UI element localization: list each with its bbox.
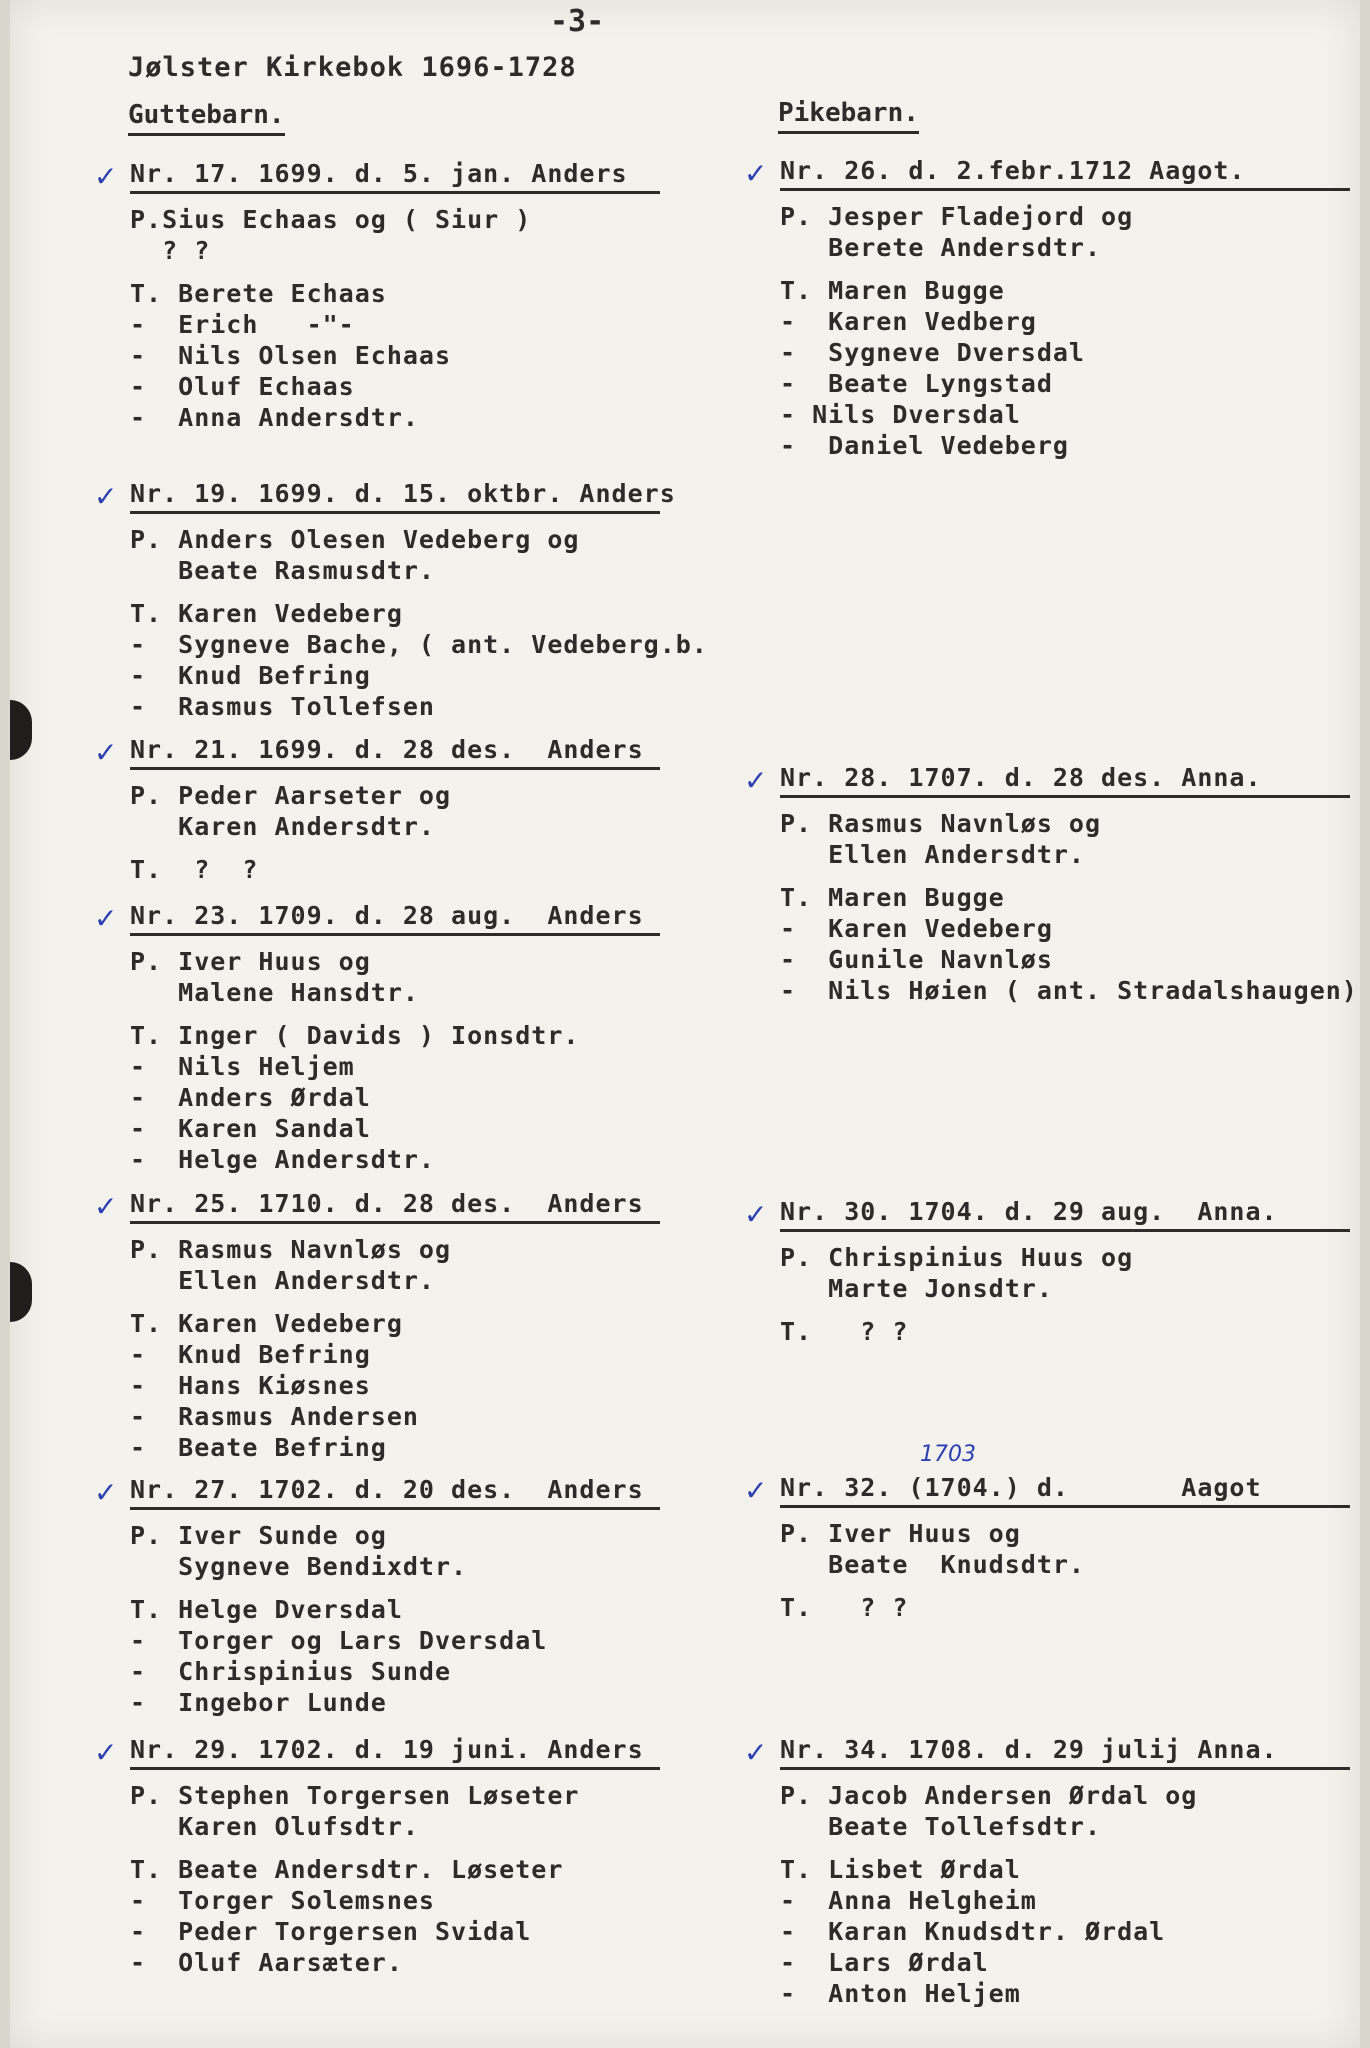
witness-line: T. Karen Vedeberg: [130, 599, 403, 628]
witness-line: - Karen Vedberg: [780, 307, 1037, 336]
check-mark-icon: ✓: [744, 1736, 768, 1769]
right-entry: [780, 1472, 1350, 1623]
parent-line: P. Chrispinius Huus og: [780, 1243, 1134, 1272]
column-heading-boys: Guttebarn.: [128, 100, 285, 136]
witness-line: T. ? ?: [130, 855, 259, 884]
left-entry: [130, 1474, 660, 1718]
witness-line: - Rasmus Tollefsen: [130, 692, 435, 721]
witness-line: - Knud Befring: [130, 1340, 371, 1369]
parent-line: P. Stephen Torgersen Løseter: [130, 1781, 580, 1810]
parent-line: Malene Hansdtr.: [130, 978, 419, 1007]
parent-line: Berete Andersdtr.: [780, 233, 1102, 262]
witness-line: T. Inger ( Davids ) Ionsdtr.: [130, 1021, 580, 1050]
entry-heading: Nr. 32. (1704.) d. Aagot: [780, 1472, 1350, 1508]
parent-line: P. Jesper Fladejord og: [780, 202, 1134, 231]
witness-line: - Nils Dversdal: [780, 400, 1021, 429]
check-mark-icon: ✓: [94, 902, 118, 935]
parent-line: ? ?: [130, 236, 211, 265]
entry-heading: Nr. 28. 1707. d. 28 des. Anna.: [780, 762, 1350, 798]
entry-heading: Nr. 23. 1709. d. 28 aug. Anders: [130, 900, 660, 936]
parent-line: P. Jacob Andersen Ørdal og: [780, 1781, 1198, 1810]
left-entry: [130, 158, 660, 433]
document-title: Jølster Kirkebok 1696-1728: [128, 52, 577, 83]
entry-heading: Nr. 27. 1702. d. 20 des. Anders: [130, 1474, 660, 1510]
entry-heading: Nr. 25. 1710. d. 28 des. Anders: [130, 1188, 660, 1224]
witness-line: T. ? ?: [780, 1593, 909, 1622]
right-entry: [780, 1734, 1350, 2009]
witness-line: - Helge Andersdtr.: [130, 1145, 435, 1174]
witness-line: - Torger Solemsnes: [130, 1886, 435, 1915]
witness-line: T. Maren Bugge: [780, 276, 1005, 305]
check-mark-icon: ✓: [744, 1474, 768, 1507]
parent-line: P. Peder Aarseter og: [130, 781, 452, 810]
witness-line: - Knud Befring: [130, 661, 371, 690]
witness-line: - Peder Torgersen Svidal: [130, 1917, 532, 1946]
witness-line: - Lars Ørdal: [780, 1948, 989, 1977]
witness-line: - Nils Heljem: [130, 1052, 355, 1081]
entry-heading: Nr. 29. 1702. d. 19 juni. Anders: [130, 1734, 660, 1770]
witness-line: T. ? ?: [780, 1317, 909, 1346]
witness-line: - Rasmus Andersen: [130, 1402, 419, 1431]
check-mark-icon: ✓: [94, 1190, 118, 1223]
witness-line: - Hans Kiøsnes: [130, 1371, 371, 1400]
page-number: -3-: [550, 4, 605, 39]
left-entry: [130, 1734, 660, 1978]
parent-line: P.Sius Echaas og ( Siur ): [130, 205, 532, 234]
witness-line: - Nils Olsen Echaas: [130, 341, 452, 370]
parent-line: P. Rasmus Navnløs og: [780, 809, 1102, 838]
left-entry: [130, 478, 708, 722]
check-mark-icon: ✓: [744, 764, 768, 797]
witness-line: T. Helge Dversdal: [130, 1595, 403, 1624]
check-mark-icon: ✓: [94, 160, 118, 193]
check-mark-icon: ✓: [94, 1736, 118, 1769]
parent-line: Karen Olufsdtr.: [130, 1812, 419, 1841]
witness-line: - Anna Helgheim: [780, 1886, 1037, 1915]
parent-line: P. Iver Huus og: [130, 947, 371, 976]
check-mark-icon: ✓: [744, 157, 768, 190]
entry-heading: Nr. 17. 1699. d. 5. jan. Anders: [130, 158, 660, 194]
witness-line: - Erich -"-: [130, 310, 355, 339]
witness-line: - Beate Lyngstad: [780, 369, 1053, 398]
witness-line: - Karen Sandal: [130, 1114, 371, 1143]
document-page: [10, 0, 1360, 2048]
witness-line: - Karen Vedeberg: [780, 914, 1053, 943]
parent-line: P. Iver Sunde og: [130, 1521, 387, 1550]
witness-line: - Gunile Navnløs: [780, 945, 1053, 974]
witness-line: - Oluf Echaas: [130, 372, 355, 401]
witness-line: T. Lisbet Ørdal: [780, 1855, 1021, 1884]
parent-line: P. Iver Huus og: [780, 1519, 1021, 1548]
right-entry: [780, 762, 1358, 1006]
parent-line: Beate Knudsdtr.: [780, 1550, 1085, 1579]
witness-line: - Karan Knudsdtr. Ørdal: [780, 1917, 1166, 1946]
parent-line: Ellen Andersdtr.: [780, 840, 1085, 869]
witness-line: - Anton Heljem: [780, 1979, 1021, 2008]
parent-line: Marte Jonsdtr.: [780, 1274, 1053, 1303]
entry-heading: Nr. 21. 1699. d. 28 des. Anders: [130, 734, 660, 770]
witness-line: - Sygneve Bache, ( ant. Vedeberg.b.: [130, 630, 708, 659]
left-entry: [130, 1188, 660, 1463]
right-entry: [780, 1196, 1350, 1347]
left-entry: [130, 734, 660, 885]
witness-line: T. Maren Bugge: [780, 883, 1005, 912]
witness-line: - Anders Ørdal: [130, 1083, 371, 1112]
witness-line: - Chrispinius Sunde: [130, 1657, 452, 1686]
witness-line: T. Beate Andersdtr. Løseter: [130, 1855, 564, 1884]
entry-heading: Nr. 30. 1704. d. 29 aug. Anna.: [780, 1196, 1350, 1232]
check-mark-icon: ✓: [744, 1198, 768, 1231]
witness-line: T. Berete Echaas: [130, 279, 387, 308]
witness-line: - Torger og Lars Dversdal: [130, 1626, 548, 1655]
parent-line: Beate Rasmusdtr.: [130, 556, 435, 585]
entry-heading: Nr. 34. 1708. d. 29 julij Anna.: [780, 1734, 1350, 1770]
witness-line: - Beate Befring: [130, 1433, 387, 1462]
parent-line: Karen Andersdtr.: [130, 812, 435, 841]
witness-line: - Daniel Vedeberg: [780, 431, 1069, 460]
check-mark-icon: ✓: [94, 1476, 118, 1509]
binder-hole: [10, 700, 32, 760]
entry-heading: Nr. 26. d. 2.febr.1712 Aagot.: [780, 155, 1350, 191]
binder-hole: [10, 1262, 32, 1322]
witness-line: T. Karen Vedeberg: [130, 1309, 403, 1338]
parent-line: Ellen Andersdtr.: [130, 1266, 435, 1295]
witness-line: - Anna Andersdtr.: [130, 403, 419, 432]
column-heading-girls: Pikebarn.: [778, 98, 919, 134]
handwritten-year-note: 1703: [920, 1442, 976, 1467]
witness-line: - Nils Høien ( ant. Stradalshaugen): [780, 976, 1358, 1005]
parent-line: Sygneve Bendixdtr.: [130, 1552, 468, 1581]
witness-line: - Ingebor Lunde: [130, 1688, 387, 1717]
entry-heading: Nr. 19. 1699. d. 15. oktbr. Anders: [130, 478, 660, 514]
parent-line: P. Rasmus Navnløs og: [130, 1235, 452, 1264]
parent-line: P. Anders Olesen Vedeberg og: [130, 525, 580, 554]
parent-line: Beate Tollefsdtr.: [780, 1812, 1102, 1841]
witness-line: - Oluf Aarsæter.: [130, 1948, 403, 1977]
left-entry: [130, 900, 660, 1175]
right-entry: [780, 155, 1350, 461]
witness-line: - Sygneve Dversdal: [780, 338, 1085, 367]
check-mark-icon: ✓: [94, 480, 118, 513]
check-mark-icon: ✓: [94, 736, 118, 769]
